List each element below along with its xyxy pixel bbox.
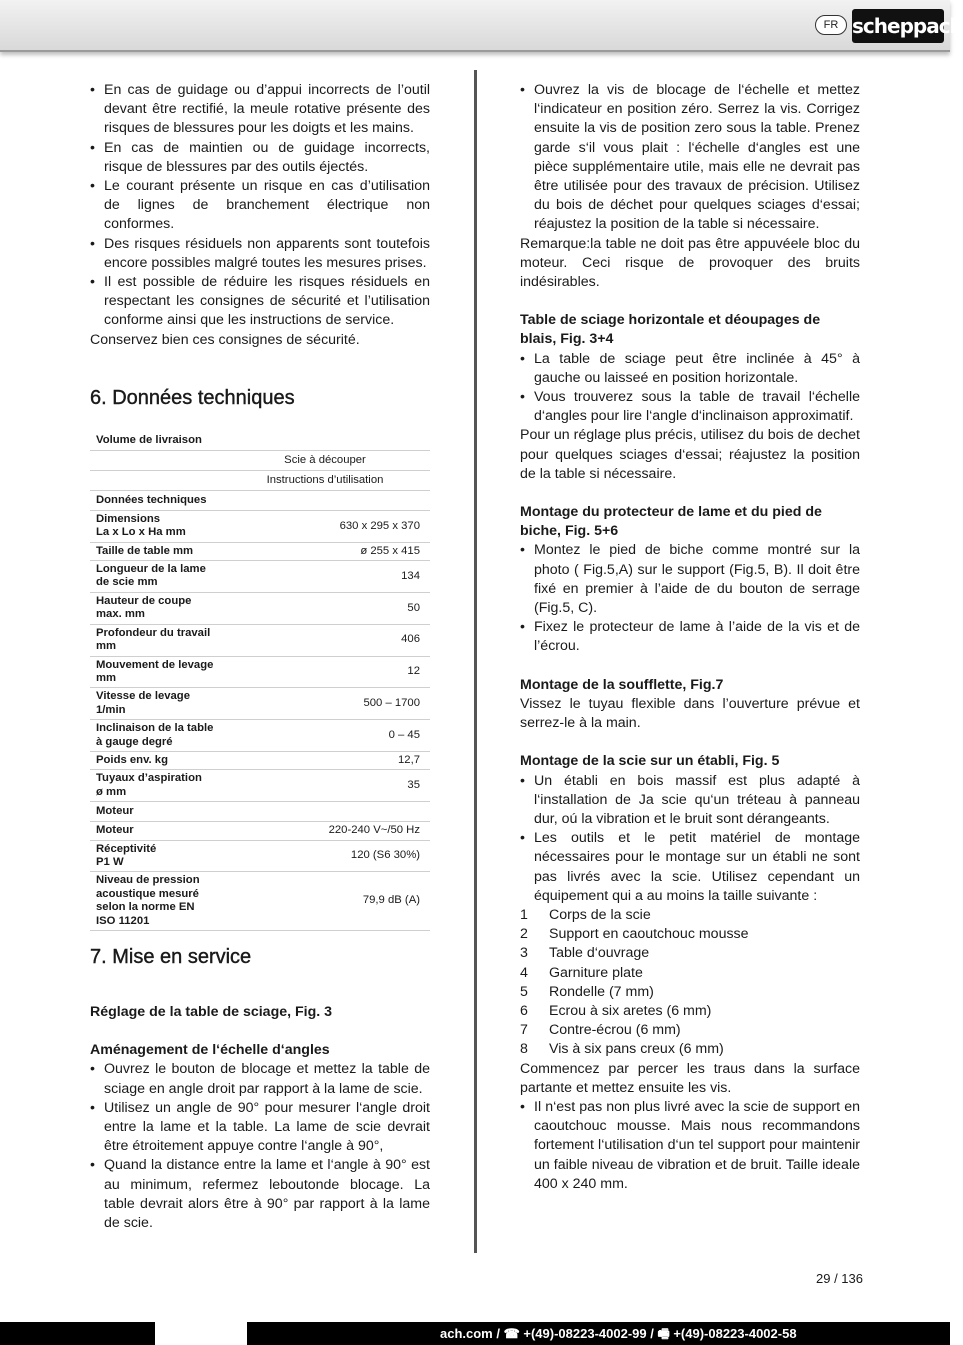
table-cell-label: Vitesse de levage 1/min (90, 688, 220, 720)
list-item (520, 1002, 860, 1021)
table-cell-label: Volume de livraison (90, 431, 220, 451)
table-cell-value: 0 – 45 (220, 720, 430, 752)
table-row (90, 431, 430, 451)
final-bullet-list (520, 1098, 860, 1194)
list-item: • En cas de maintien ou de guidage incorrects, risque de blessures par des outils éjectés. (90, 139, 430, 177)
list-item: • Il n‘est pas non plus livré avec la scie de support en caoutchouc mousse. Mais nous recommandons fortement l‘utilisation d‘un tel support pour maintenir un faible niveau de vibration et de bruit. Taille ideale 400 x 240 mm. (520, 1098, 860, 1194)
list-item: • Des risques résiduels non apparents sont toutefois encore possibles malgré toutes les mesures prises. (90, 235, 430, 273)
table-cell-label: Niveau de pression acoustique mesuré selon la norme EN ISO 11201 (90, 872, 220, 931)
list-number: 8 (520, 1041, 528, 1058)
page-footer (0, 1322, 950, 1345)
list-number: 3 (520, 945, 528, 962)
table-row (90, 490, 430, 510)
table-cell-value: 220-240 V~/50 Hz (220, 822, 430, 840)
table-row (90, 561, 430, 593)
list-number: 2 (520, 926, 528, 943)
table-cell-value: 35 (220, 770, 430, 802)
list-item (520, 1021, 860, 1040)
amenagement-bullet-list (90, 1060, 430, 1233)
list-item: • Ouvrez la vis de blocage de l‘échelle et mettez l‘indicateur en position zéro. Serrez la vis. Corrigez ensuite la vis de position zero sous la table. Prenez garde s‘il vous plait : l‘échelle d‘angles est une pièce supplémentaire utile, mais elle ne devrait pas être utilisée pour des travaux de précision. Utilisez du bois de déchet pour quelques sciages d‘essai; réajustez la position de la table si nécessaire. (520, 81, 860, 235)
table-cell-value: 120 (S6 30%) (220, 840, 430, 872)
footer-contact-text: ach.com / ☎ +(49)-08223-4002-99 / 🖷 +(49)-08223-4002-58 (440, 1326, 797, 1341)
table-cell-label: Réceptivité P1 W (90, 840, 220, 872)
list-item: • Quand la distance entre la lame et l‘angle à 90° est au minimum, refermez leboutonde blocage. La table devrait alors être à 90° par rapport à la lame de scie. (90, 1156, 430, 1233)
table-row (90, 542, 430, 560)
list-item: • La table de sciage peut être inclinée à 45° à gauche ou laisseé en position horizontale. (520, 350, 860, 388)
list-item: • Montez le pied de biche comme montré sur la photo ( Fig.5,A) sur le support (Fig.5, B). Il doit être fixé en premier à l’aide de du bouton de serrage (Fig.5, C). (520, 541, 860, 618)
remarque-text: Remarque:la table ne doit pas être appuvéele bloc du moteur. Ceci risque de provoquer des bruits indésirables. (520, 235, 860, 291)
table-row (90, 450, 430, 470)
table-cell-label: Mouvement de levage mm (90, 656, 220, 688)
language-badge: FR (815, 15, 847, 35)
table-cell-value: 79,9 dB (A) (220, 872, 430, 931)
table-row (90, 822, 430, 840)
table-row (90, 592, 430, 624)
table-cell-label: Moteur (90, 802, 220, 822)
table-cell-label: Longueur de la lame de scie mm (90, 561, 220, 593)
page-number: 29 / 136 (816, 1271, 863, 1286)
list-item: • Les outils et le petit matériel de montage nécessaires pour le montage sur un établi ne sont pas livrés avec la scie. Utilisez cependant un équipement qui a au moins la taille suivante : (520, 829, 860, 906)
list-item: • Utilisez un angle de 90° pour mesurer l‘angle droit entre la lame et la table. La lame de scie devrait être étroitement appuye contre l‘angle à 90°, (90, 1099, 430, 1157)
horizontal-bullet-list (520, 350, 860, 427)
list-text: Corps de la scie (549, 906, 651, 923)
table-row (90, 802, 430, 822)
list-text: Contre-écrou (6 mm) (549, 1022, 681, 1039)
list-number: 1 (520, 906, 528, 923)
conserve-text: Conservez bien ces consignes de sécurité. (90, 331, 360, 348)
list-item: • Vous trouverez sous la table de travail l‘échelle d‘angles pour lire l‘angle d‘inclinaison approximatif. (520, 388, 860, 426)
table-cell-value: 630 x 295 x 370 (220, 510, 430, 542)
list-number: 4 (520, 964, 528, 981)
list-item: • En cas de guidage ou d’appui incorrects de l’outil devant être rectifié, la meule rotative présente des risques de blessures pour les doigts et les mains. (90, 81, 430, 139)
list-text: Ecrou à six aretes (6 mm) (549, 1002, 712, 1019)
brand-logo: scheppach (852, 9, 944, 43)
section-6-heading: 6. Données techniques (90, 386, 295, 409)
etabli-bullet-list (520, 772, 860, 906)
section-7-heading: 7. Mise en service (90, 946, 252, 968)
commencez-paragraph: Commencez par percer les traus dans la surface partante et mettez ensuite les vis. (520, 1060, 860, 1096)
table-row (90, 624, 430, 656)
table-cell-value: 50 (220, 592, 430, 624)
table-row (90, 751, 430, 769)
table-cell-value: 406 (220, 624, 430, 656)
table-cell-value: 500 – 1700 (220, 688, 430, 720)
table-cell-value: ø 255 x 415 (220, 542, 430, 560)
list-number: 7 (520, 1022, 528, 1039)
right-column (520, 81, 860, 1194)
list-item: • Il est possible de réduire les risques résiduels en respectant les consignes de sécurité et l’utilisation conforme ainsi que les instructions de service. (90, 273, 430, 331)
table-cell-label: Hauteur de coupe max. mm (90, 592, 220, 624)
list-text: Vis à six pans creux (6 mm) (549, 1041, 724, 1058)
table-cell-label: Taille de table mm (90, 542, 220, 560)
technical-data-table (90, 431, 430, 931)
list-item (520, 925, 860, 944)
list-item (520, 944, 860, 963)
protector-heading: Montage du protecteur de lame et du pied de biche, Fig. 5+6 (520, 504, 822, 540)
table-cell-value: Scie à découper (220, 450, 430, 470)
list-item (520, 1040, 860, 1059)
column-divider (474, 70, 477, 1253)
table-cell-label: Dimensions La x Lo x Ha mm (90, 510, 220, 542)
table-cell-label: Tuyaux d’aspiration ø mm (90, 770, 220, 802)
list-text: Rondelle (7 mm) (549, 983, 654, 1000)
list-number: 5 (520, 983, 528, 1000)
table-row (90, 770, 430, 802)
table-row (90, 840, 430, 872)
top-bullet-list (520, 81, 860, 235)
soufflette-paragraph: Vissez le tuyau flexible dans l’ouverture prévue et serrez-le à la main. (520, 695, 860, 732)
table-row (90, 720, 430, 752)
list-number: 6 (520, 1002, 528, 1019)
list-item (520, 906, 860, 925)
horizontal-table-heading: Table de sciage horizontale et déoupages de blais, Fig. 3+4 (520, 312, 821, 348)
table-row (90, 510, 430, 542)
table-row (90, 688, 430, 720)
list-item: • Le courant présente un risque en cas d’utilisation de lignes de branchement électrique non conformes. (90, 177, 430, 235)
table-cell-label: Poids env. kg (90, 751, 220, 769)
list-item: • Ouvrez le bouton de blocage et mettez la table de sciage en angle droit par rapport à la lame de scie. (90, 1060, 430, 1098)
list-item (520, 983, 860, 1002)
reglage-heading: Réglage de la table de sciage, Fig. 3 (90, 1004, 333, 1020)
parts-numbered-list (520, 906, 860, 1060)
horizontal-paragraph: Pour un réglage plus précis, utilisez du bois de dechet pour quelques sciages d‘essai; réajustez la position de la table si nécessaire. (520, 427, 860, 482)
amenagement-heading: Aménagement de l‘échelle d‘angles (90, 1042, 330, 1059)
table-cell-value: Instructions d’utilisation (220, 470, 430, 490)
table-cell-label: Moteur (90, 822, 220, 840)
table-cell-label: Inclinaison de la table à gauge degré (90, 720, 220, 752)
safety-bullet-list (90, 81, 430, 331)
list-text: Support en caoutchouc mousse (549, 926, 749, 943)
table-row (90, 656, 430, 688)
list-text: Garniture plate (549, 964, 643, 981)
soufflette-heading: Montage de la soufflette, Fig.7 (520, 676, 724, 693)
list-item (520, 964, 860, 983)
table-cell-value: 12 (220, 656, 430, 688)
table-row (90, 470, 430, 490)
list-item: • Un établi en bois massif est plus adapté à l‘installation de Ja scie qu‘un tréteau à panneau dur, oú la vibration et le bruit sont dérangeants. (520, 772, 860, 830)
table-cell-value: 134 (220, 561, 430, 593)
left-column (90, 81, 430, 1233)
table-cell-value: 12,7 (220, 751, 430, 769)
page-header (0, 0, 963, 52)
table-row (90, 872, 430, 931)
footer-gap (155, 1322, 247, 1345)
table-cell-label: Données techniques (90, 490, 220, 510)
list-item: • Fixez le protecteur de lame à l’aide de la vis et de l’écrou. (520, 618, 860, 656)
list-text: Table d‘ouvrage (549, 945, 650, 962)
protector-bullet-list (520, 541, 860, 656)
etabli-heading: Montage de la scie sur un établi, Fig. 5 (520, 753, 780, 770)
table-cell-label: Profondeur du travail mm (90, 624, 220, 656)
